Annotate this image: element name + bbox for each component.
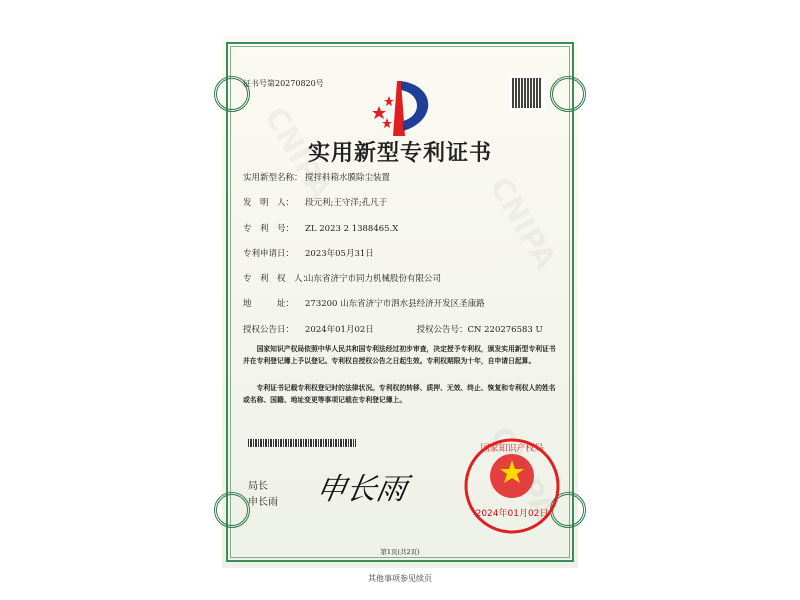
seal-date: 2024年01月02日 [475, 509, 549, 519]
field-patent-no: 专 利 号： ZL 2023 2 1388465.X [243, 224, 399, 234]
seal-text: 国家知识产权局 [480, 444, 544, 454]
official-seal [462, 436, 562, 536]
field-patentee: 专 利 权 人：山东省济宁市同力机械股份有限公司 [243, 274, 442, 284]
field-inventors: 发 明 人： 段元利;王守洋;孔凡于 [243, 198, 388, 208]
footer-note: 其他事项参见续页 [368, 574, 432, 583]
paragraph: 国家知识产权局依照中华人民共和国专利法经过初步审查，决定授予专利权，颁发实用新型专利证书并在专利登记簿上予以登记。专利权自授权公告之日起生效。专利权期限为十年，自申请日起算。 [243, 345, 556, 365]
certificate-title: 实用新型专利证书 [307, 141, 492, 166]
director-title: 局长 [248, 481, 268, 492]
field-filing-date: 专利申请日： 2023年05月31日 [243, 249, 374, 259]
cnipa-logo-icon [367, 76, 437, 141]
barcode [248, 439, 356, 447]
patent-certificate [222, 36, 578, 568]
qr-code [512, 78, 542, 108]
certificate-number: 证书号第20270820号 [243, 79, 324, 88]
corner-ornament-icon [214, 492, 250, 528]
field-address: 地 址： 273200 山东省济宁市泗水县经济开发区圣康路 [243, 299, 485, 309]
signature: 申长雨 [313, 472, 410, 507]
paragraph: 专利证书记载专利权登记时的法律状况。专利权的转移、质押、无效、终止、恢复和专利权人的姓名或名称、国籍、地址变更等事项记载在专利登记簿上。 [243, 384, 556, 404]
field-grant-date: 授权公告日： 2024年01月02日 授权公告号：CN 220276583 U [243, 325, 543, 335]
director-name: 申长雨 [248, 497, 278, 508]
field-name: 实用新型名称： 搅拌料箱水膜除尘装置 [243, 173, 391, 183]
page-number: 第1页(共2页) [380, 548, 420, 556]
corner-ornament-icon [550, 76, 586, 112]
